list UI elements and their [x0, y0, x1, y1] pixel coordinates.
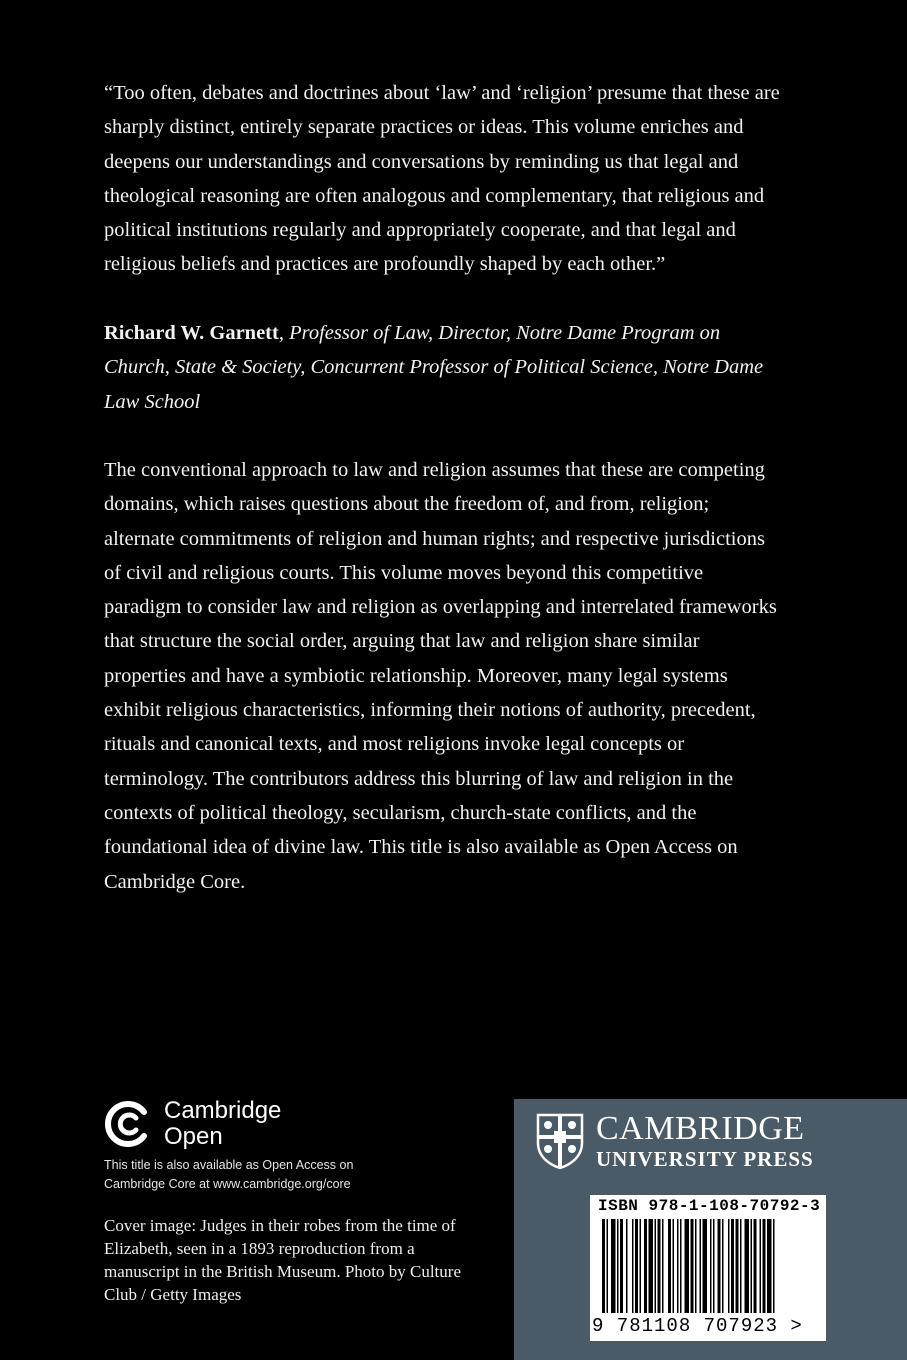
barcode-bar: [722, 1219, 724, 1313]
isbn-label: ISBN 978-1-108-70792-3: [598, 1197, 821, 1215]
isbn-barcode: [590, 1195, 826, 1341]
attribution-separator: ,: [278, 322, 290, 344]
barcode-bar: [640, 1219, 642, 1313]
barcode-bar: [700, 1219, 702, 1313]
barcode-bar: [751, 1219, 753, 1313]
barcode-bar: [767, 1219, 772, 1313]
barcode-bar: [680, 1219, 682, 1313]
barcode-bar: [763, 1219, 766, 1313]
barcode-bar: [611, 1219, 616, 1313]
barcode-bar: [658, 1219, 661, 1313]
barcode-bar: [635, 1219, 638, 1313]
barcode-bar: [644, 1219, 647, 1313]
cambridge-open-wordmark: [164, 1098, 281, 1150]
barcode-bar: [703, 1219, 708, 1313]
barcode-bar: [728, 1219, 730, 1313]
publisher-line1: CAMBRIDGE: [596, 1110, 805, 1147]
barcode-bar: [773, 1219, 775, 1313]
cover-image-credit: Cover image: Judges in their robes from the time of Elizabeth, seen in a 1893 reproduction from a manuscript in the British Museum. Photo by Culture Club / Getty Images: [104, 1216, 461, 1304]
barcode-bar: [626, 1219, 628, 1313]
open-access-icon: [104, 1100, 152, 1148]
barcode-digits: 9 781108 707923 >: [592, 1315, 803, 1337]
barcode-bar: [740, 1219, 742, 1313]
barcode-bar: [617, 1219, 619, 1313]
quote-author-role: Professor of Law, Director, Notre Dame Program on Church, State & Society, Concurrent Professor of Political Science, Notre Dame Law School: [104, 322, 764, 413]
publisher-line2: UNIVERSITY PRESS: [596, 1147, 814, 1171]
quote-author: Richard W. Garnett: [104, 322, 279, 344]
barcode-bar: [662, 1219, 664, 1313]
open-access-note: This title is also available as Open Access on Cambridge Core at www.cambridge.org/core: [104, 1158, 354, 1191]
barcode-bar: [736, 1219, 739, 1313]
barcode-bar: [745, 1219, 750, 1313]
cambridge-open-line1: Cambridge: [164, 1097, 282, 1124]
barcode-bar: [607, 1219, 609, 1313]
publisher-panel: [514, 1099, 907, 1360]
endorsement-quote: “Too often, debates and doctrines about ‘law’ and ‘religion’ presume that these are sharply distinct, entirely separate practices or ideas. This volume enriches and deepens our understandings and conversations by reminding us that legal and theological reasoning are often analogous and complementary, that religious and political institutions regularly and appropriately cooperate, and that legal and religious beliefs and practices are profoundly shaped by each other.”: [104, 82, 780, 276]
barcode-bar: [718, 1219, 721, 1313]
barcode-bar: [754, 1219, 757, 1313]
cambridge-open-logo: [104, 1098, 364, 1154]
barcode-bar: [655, 1219, 657, 1313]
barcode-bar: [620, 1219, 623, 1313]
publisher-name: [596, 1111, 814, 1171]
barcode-bar: [685, 1219, 690, 1313]
barcode-bar: [673, 1219, 675, 1313]
university-crest-icon: [536, 1113, 584, 1169]
barcode-bar: [695, 1219, 697, 1313]
barcode-bars: [590, 1219, 826, 1315]
book-description: The conventional approach to law and religion assumes that these are competing domains, which raises questions about the freedom of, and from, religion; alternate commitments of religion and human rights; and respective jurisdictions of civil and religious courts. This volume moves beyond this competitive paradigm to consider law and religion as overlapping and interrelated frameworks that structure the social order, arguing that law and religion share similar properties and have a symbiotic relationship. Moreover, many legal systems exhibit religious characteristics, informing their notions of authority, precedent, rituals and canonical texts, and most religions invoke legal concepts or terminology. The contributors address this blurring of law and religion in the contexts of political theology, secularism, church-state conflicts, and the foundational idea of divine law. This title is also available as Open Access on Cambridge Core.: [104, 459, 777, 893]
barcode-bar: [668, 1219, 671, 1313]
barcode-bar: [710, 1219, 712, 1313]
barcode-bar: [632, 1219, 634, 1313]
barcode-bar: [713, 1219, 715, 1313]
barcode-bar: [731, 1219, 734, 1313]
quote-attribution: [104, 316, 784, 419]
barcode-bar: [760, 1219, 762, 1313]
cambridge-open-line2: Open: [164, 1123, 223, 1150]
barcode-bar: [602, 1219, 605, 1313]
barcode-bar: [649, 1219, 654, 1313]
barcode-bar: [691, 1219, 694, 1313]
barcode-bar: [677, 1219, 679, 1313]
